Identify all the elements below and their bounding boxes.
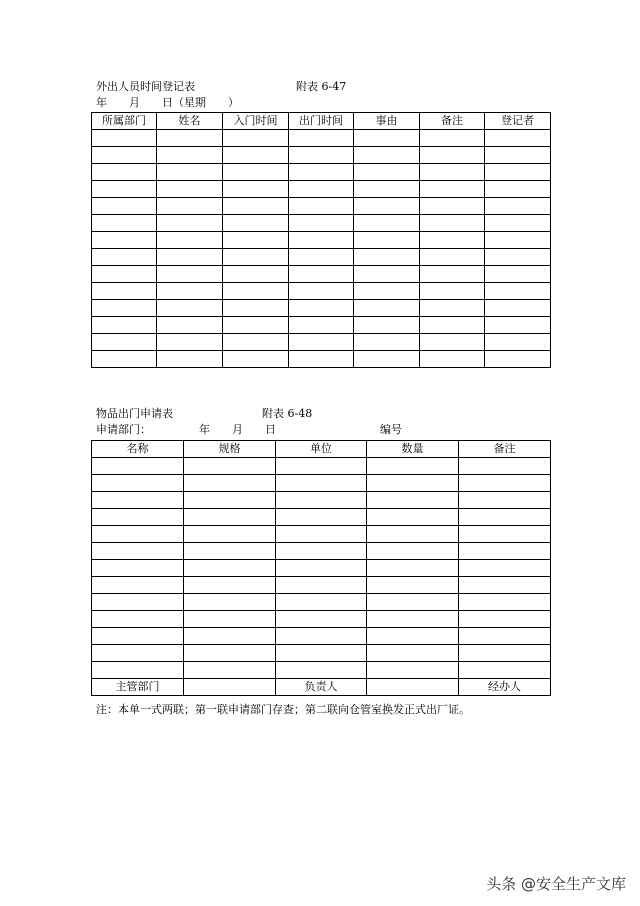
table-cell[interactable] [354,164,420,181]
table-cell[interactable] [459,577,551,594]
table-cell[interactable] [459,492,551,509]
header-name: 姓名 [157,113,223,130]
table-cell[interactable] [92,147,157,164]
header-entry-time: 入门时间 [223,113,289,130]
table-cell[interactable] [157,198,223,215]
header-unit: 单位 [276,441,367,458]
table-cell[interactable] [223,130,289,147]
table-cell[interactable] [92,351,157,368]
table-cell[interactable] [223,215,289,232]
table-cell[interactable] [184,492,276,509]
table-cell[interactable] [485,334,551,351]
table-row [92,611,551,628]
table-cell[interactable] [184,611,276,628]
form2-date-label: 年 月 日 [199,423,276,436]
form2-number-label: 编号 [380,423,402,436]
table-cell[interactable] [223,181,289,198]
table-cell[interactable] [184,560,276,577]
header-spec: 规格 [184,441,276,458]
table-cell[interactable] [459,543,551,560]
watermark: 头条 @安全生产文库 [486,875,626,893]
table-cell[interactable] [276,526,367,543]
table-row [92,283,551,300]
table-row [92,509,551,526]
table-cell[interactable] [354,334,420,351]
table-cell[interactable] [184,645,276,662]
table-row [92,628,551,645]
table-cell[interactable] [184,543,276,560]
table-cell[interactable] [459,594,551,611]
table-row [92,594,551,611]
header-reason: 事由 [354,113,420,130]
table-row [92,492,551,509]
table-cell[interactable] [223,351,289,368]
table-cell[interactable] [289,164,354,181]
table-cell[interactable] [289,147,354,164]
table-cell[interactable] [354,351,420,368]
table-cell[interactable] [223,147,289,164]
table-cell[interactable] [367,662,459,679]
table-cell[interactable] [420,300,485,317]
table-cell[interactable] [92,475,184,492]
table-row [92,266,551,283]
form2-title: 物品出门申请表 [96,407,173,420]
table-cell[interactable] [92,198,157,215]
table-cell[interactable] [459,526,551,543]
table-cell[interactable] [157,232,223,249]
table-cell[interactable] [354,300,420,317]
table-cell[interactable] [420,266,485,283]
table-cell[interactable] [276,492,367,509]
table-cell[interactable] [420,351,485,368]
table-cell[interactable] [485,283,551,300]
table-cell[interactable] [92,543,184,560]
form2-appendix: 附表 6-48 [262,407,313,420]
table-cell[interactable] [459,458,551,475]
table-cell[interactable] [289,181,354,198]
table-cell[interactable] [354,181,420,198]
table-cell[interactable] [420,249,485,266]
table-cell[interactable] [276,611,367,628]
table-row [92,198,551,215]
table-cell[interactable] [459,628,551,645]
table-cell[interactable] [276,662,367,679]
table-cell[interactable] [184,577,276,594]
table-cell[interactable] [184,509,276,526]
header-department: 所属部门 [92,113,157,130]
table-cell[interactable] [92,300,157,317]
table-cell[interactable] [367,628,459,645]
table-cell[interactable] [367,645,459,662]
table-cell[interactable] [485,300,551,317]
table-row [92,475,551,492]
table-row [92,249,551,266]
table-cell[interactable] [485,351,551,368]
table-cell[interactable] [367,509,459,526]
table-cell[interactable] [223,198,289,215]
table-cell[interactable] [354,266,420,283]
table-cell[interactable] [92,266,157,283]
table-cell[interactable] [223,164,289,181]
table-cell[interactable] [184,526,276,543]
table-cell[interactable] [276,645,367,662]
table-row [92,577,551,594]
table-cell[interactable] [367,611,459,628]
visitor-time-log-table [91,112,551,368]
table-row [92,181,551,198]
table-cell[interactable] [354,317,420,334]
table-cell[interactable] [289,232,354,249]
table-cell[interactable] [157,164,223,181]
table-row [92,317,551,334]
table-cell[interactable] [420,215,485,232]
table-cell[interactable] [92,283,157,300]
table-cell[interactable] [420,283,485,300]
table-cell[interactable] [276,628,367,645]
form1-date-line: 年 月 日（星期 ） [96,96,239,109]
table-cell[interactable] [354,198,420,215]
table-cell[interactable] [289,130,354,147]
table-row [92,334,551,351]
table-cell[interactable] [485,249,551,266]
table-cell[interactable] [276,594,367,611]
table-cell[interactable] [354,283,420,300]
table-row [92,300,551,317]
footer-responsible-label: 负责人 [276,679,367,696]
table-cell[interactable] [157,283,223,300]
item-exit-request-table [91,440,551,696]
table-row [92,147,551,164]
table-row [92,351,551,368]
table-cell[interactable] [184,594,276,611]
table-cell[interactable] [367,577,459,594]
table-cell[interactable] [367,492,459,509]
footer-responsible-cell[interactable] [367,679,459,696]
header-remarks: 备注 [459,441,551,458]
table-cell[interactable] [485,147,551,164]
table-cell[interactable] [92,130,157,147]
table-row [92,560,551,577]
table-cell[interactable] [420,334,485,351]
table-cell[interactable] [223,334,289,351]
table-row [92,130,551,147]
table-cell[interactable] [485,198,551,215]
table-cell[interactable] [459,509,551,526]
table-cell[interactable] [276,543,367,560]
table-cell[interactable] [420,147,485,164]
table-cell[interactable] [92,645,184,662]
table-cell[interactable] [420,232,485,249]
header-quantity: 数量 [367,441,459,458]
table-cell[interactable] [420,130,485,147]
table-cell[interactable] [289,317,354,334]
table-row [92,645,551,662]
table-cell[interactable] [420,164,485,181]
header-remarks: 备注 [420,113,485,130]
header-item-name: 名称 [92,441,184,458]
table-cell[interactable] [184,662,276,679]
table-cell[interactable] [223,300,289,317]
table-cell[interactable] [223,317,289,334]
table-cell[interactable] [459,645,551,662]
table-cell[interactable] [459,611,551,628]
table-row [92,164,551,181]
table-cell[interactable] [157,249,223,266]
table-cell[interactable] [92,334,157,351]
table-cell[interactable] [289,334,354,351]
table-cell[interactable] [92,662,184,679]
table-cell[interactable] [485,130,551,147]
table-row [92,662,551,679]
table-cell[interactable] [485,317,551,334]
table-cell[interactable] [184,458,276,475]
table-row [92,526,551,543]
table-cell[interactable] [485,164,551,181]
table-cell[interactable] [459,662,551,679]
table-cell[interactable] [289,300,354,317]
table-cell[interactable] [354,130,420,147]
form1-appendix: 附表 6-47 [296,80,347,93]
table-cell[interactable] [485,181,551,198]
table-cell[interactable] [367,475,459,492]
table-cell[interactable] [92,628,184,645]
table-cell[interactable] [276,560,367,577]
table-cell[interactable] [92,164,157,181]
table-cell[interactable] [92,560,184,577]
table-cell[interactable] [276,458,367,475]
table-cell[interactable] [92,232,157,249]
table-cell[interactable] [354,249,420,266]
table-cell[interactable] [157,266,223,283]
table-cell[interactable] [289,215,354,232]
table-cell[interactable] [157,130,223,147]
table-cell[interactable] [367,560,459,577]
table-footer-row [92,679,551,696]
table-cell[interactable] [92,215,157,232]
table-cell[interactable] [92,492,184,509]
form2-note: 注：本单一式两联；第一联申请部门存查；第二联向仓管室换发正式出厂证。 [96,703,470,716]
table-cell[interactable] [420,317,485,334]
table-header-row [92,441,551,458]
table-cell[interactable] [485,232,551,249]
table-cell[interactable] [289,198,354,215]
table-cell[interactable] [367,526,459,543]
table-cell[interactable] [92,317,157,334]
table-cell[interactable] [157,215,223,232]
table-row [92,458,551,475]
table-cell[interactable] [459,475,551,492]
table-header-row [92,113,551,130]
table-cell[interactable] [157,317,223,334]
table-row [92,215,551,232]
footer-supervisor-label: 主管部门 [92,679,184,696]
table-cell[interactable] [92,594,184,611]
table-cell[interactable] [289,249,354,266]
table-cell[interactable] [223,266,289,283]
table-cell[interactable] [157,181,223,198]
table-cell[interactable] [289,283,354,300]
table-cell[interactable] [157,334,223,351]
table-cell[interactable] [354,147,420,164]
table-cell[interactable] [223,232,289,249]
table-cell[interactable] [485,215,551,232]
table-cell[interactable] [92,526,184,543]
table-cell[interactable] [354,232,420,249]
table-cell[interactable] [276,577,367,594]
footer-supervisor-cell[interactable] [184,679,276,696]
form2-dept-label: 申请部门： [96,423,151,436]
table-cell[interactable] [92,249,157,266]
table-row [92,543,551,560]
table-cell[interactable] [223,249,289,266]
footer-handler-label: 经办人 [459,679,551,696]
table-cell[interactable] [354,215,420,232]
table-cell[interactable] [184,628,276,645]
table-cell[interactable] [276,475,367,492]
table-cell[interactable] [420,198,485,215]
table-cell[interactable] [92,458,184,475]
table-cell[interactable] [157,351,223,368]
header-exit-time: 出门时间 [289,113,354,130]
table-cell[interactable] [289,266,354,283]
table-cell[interactable] [92,611,184,628]
form1-title: 外出人员时间登记表 [96,80,195,93]
table-cell[interactable] [92,509,184,526]
table-cell[interactable] [485,266,551,283]
table-cell[interactable] [157,147,223,164]
table-cell[interactable] [276,509,367,526]
table-cell[interactable] [92,577,184,594]
header-registrar: 登记者 [485,113,551,130]
table-cell[interactable] [420,181,485,198]
table-cell[interactable] [92,181,157,198]
table-cell[interactable] [459,560,551,577]
table-cell[interactable] [367,458,459,475]
table-cell[interactable] [157,300,223,317]
table-cell[interactable] [367,594,459,611]
table-cell[interactable] [367,543,459,560]
table-cell[interactable] [184,475,276,492]
table-cell[interactable] [289,351,354,368]
table-cell[interactable] [223,283,289,300]
table-row [92,232,551,249]
